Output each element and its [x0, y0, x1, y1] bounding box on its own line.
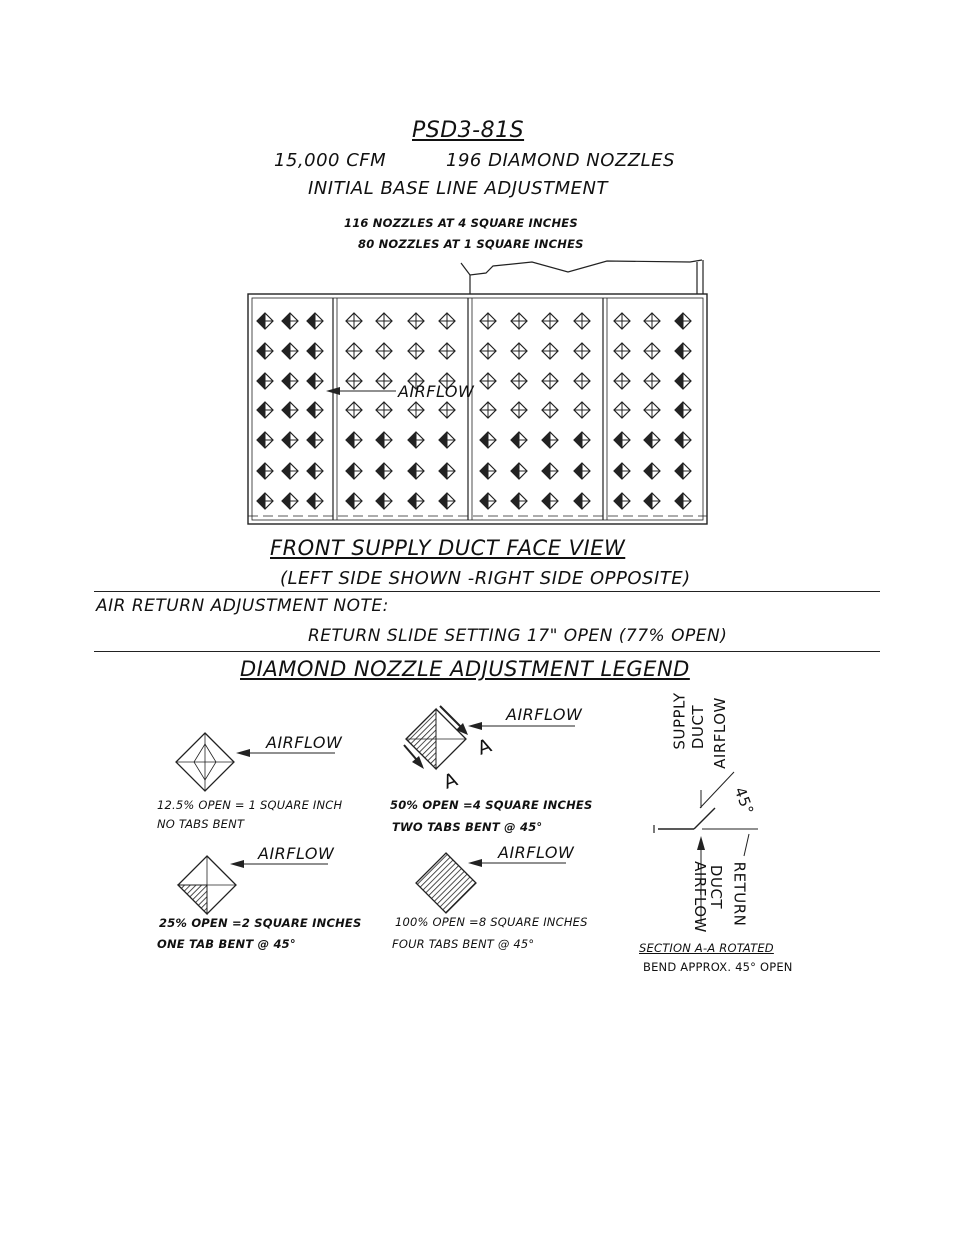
section-return-duct-word: DUCT	[707, 864, 726, 910]
air-return-heading: AIR RETURN ADJUSTMENT NOTE:	[96, 596, 389, 616]
section-caption: SECTION A-A ROTATED	[639, 941, 774, 955]
cfm-label: 15,000 CFM	[274, 150, 387, 171]
nozzle-count-label: 196 DIAMOND NOZZLES	[446, 150, 675, 171]
drawing-title: PSD3-81S	[412, 118, 525, 143]
legend-diamond-12-5	[176, 733, 234, 791]
drawing-subtitle: INITIAL BASE LINE ADJUSTMENT	[308, 178, 608, 199]
legend-airflow-4: AIRFLOW	[498, 843, 575, 862]
nozzle-note-1sqin: 80 NOZZLES AT 1 SQUARE INCHES	[358, 237, 584, 251]
section-supply-duct-word: DUCT	[689, 704, 708, 750]
section-supply-airflow-word: AIRFLOW	[710, 697, 729, 769]
legend-airflow-3: AIRFLOW	[258, 844, 335, 863]
section-return-airflow-word: AIRFLOW	[690, 861, 709, 933]
legend-arrow-2-head	[468, 722, 482, 730]
legend-arrow-3-head	[230, 860, 244, 868]
face-view-subcaption: (LEFT SIDE SHOWN -RIGHT SIDE OPPOSITE)	[280, 568, 691, 589]
legend-item-2-line1: 50% OPEN =4 SQUARE INCHES	[390, 798, 593, 812]
section-note: BEND APPROX. 45° OPEN	[643, 960, 793, 974]
section-angle: 45°	[730, 784, 758, 818]
nozzle-note-4sqin: 116 NOZZLES AT 4 SQUARE INCHES	[344, 216, 578, 230]
legend-item-1-line1: 12.5% OPEN = 1 SQUARE INCH	[157, 798, 343, 812]
legend-arrow-1-head	[236, 749, 250, 757]
legend-airflow-2: AIRFLOW	[506, 705, 583, 724]
legend-diamond-50	[404, 706, 468, 769]
air-return-setting: RETURN SLIDE SETTING 17" OPEN (77% OPEN)	[308, 626, 728, 646]
airflow-label: AIRFLOW	[398, 382, 475, 401]
legend-item-4-line1: 100% OPEN =8 SQUARE INCHES	[395, 915, 588, 929]
legend-diamond-100	[416, 853, 476, 913]
legend-item-4-line2: FOUR TABS BENT @ 45°	[392, 937, 535, 951]
legend-arrow-4-head	[468, 859, 482, 867]
tab-letter-1: A	[474, 734, 495, 760]
legend-item-3-line2: ONE TAB BENT @ 45°	[157, 937, 296, 951]
legend-item-1-line2: NO TABS BENT	[157, 817, 245, 831]
legend-diamond-25	[178, 856, 236, 914]
face-view-caption: FRONT SUPPLY DUCT FACE VIEW	[270, 536, 626, 560]
legend-heading: DIAMOND NOZZLE ADJUSTMENT LEGEND	[240, 657, 690, 681]
legend-item-2-line2: TWO TABS BENT @ 45°	[392, 820, 543, 834]
legend-item-3-line1: 25% OPEN =2 SQUARE INCHES	[159, 916, 362, 930]
tab-letter-2: A	[440, 768, 461, 794]
section-supply-word: SUPPLY	[670, 692, 689, 750]
legend-airflow-1: AIRFLOW	[266, 733, 343, 752]
section-return-word: RETURN	[730, 861, 749, 927]
